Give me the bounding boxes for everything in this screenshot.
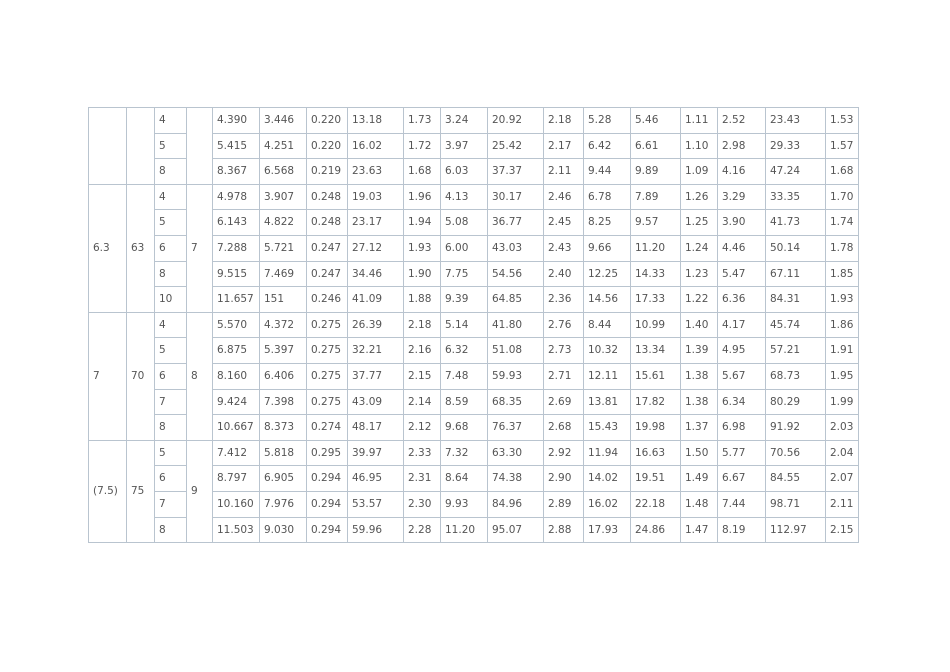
table-row [89, 312, 859, 338]
value-cell: 0.248 [307, 210, 348, 236]
value-cell: 17.82 [631, 389, 681, 415]
value-cell: 37.77 [348, 363, 404, 389]
value-cell: 4.95 [718, 338, 766, 364]
thickness-d-cell: 4 [155, 184, 187, 210]
angle-steel-data-table [88, 107, 859, 543]
value-cell: 1.10 [681, 133, 718, 159]
width-b-cell: 70 [127, 312, 155, 440]
value-cell: 151 [260, 287, 307, 313]
value-cell: 1.68 [404, 159, 441, 185]
value-cell: 5.415 [213, 133, 260, 159]
value-cell: 10.160 [213, 491, 260, 517]
value-cell: 45.74 [766, 312, 826, 338]
value-cell: 4.251 [260, 133, 307, 159]
value-cell: 0.275 [307, 312, 348, 338]
value-cell: 1.40 [681, 312, 718, 338]
value-cell: 10.32 [584, 338, 631, 364]
thickness-d-cell: 7 [155, 389, 187, 415]
value-cell: 8.797 [213, 466, 260, 492]
value-cell: 1.93 [826, 287, 859, 313]
value-cell: 1.38 [681, 389, 718, 415]
value-cell: 9.424 [213, 389, 260, 415]
value-cell: 9.030 [260, 517, 307, 543]
value-cell: 2.68 [544, 415, 584, 441]
value-cell: 13.18 [348, 108, 404, 134]
value-cell: 0.219 [307, 159, 348, 185]
value-cell: 91.92 [766, 415, 826, 441]
value-cell: 27.12 [348, 235, 404, 261]
value-cell: 6.875 [213, 338, 260, 364]
value-cell: 33.35 [766, 184, 826, 210]
value-cell: 1.37 [681, 415, 718, 441]
value-cell: 2.12 [404, 415, 441, 441]
value-cell: 2.18 [544, 108, 584, 134]
value-cell: 57.21 [766, 338, 826, 364]
thickness-d-cell: 7 [155, 491, 187, 517]
value-cell: 1.48 [681, 491, 718, 517]
value-cell: 2.11 [544, 159, 584, 185]
value-cell: 5.47 [718, 261, 766, 287]
table-row [89, 108, 859, 134]
value-cell: 14.33 [631, 261, 681, 287]
value-cell: 2.52 [718, 108, 766, 134]
value-cell: 3.90 [718, 210, 766, 236]
value-cell: 59.93 [488, 363, 544, 389]
value-cell: 5.08 [441, 210, 488, 236]
value-cell: 6.67 [718, 466, 766, 492]
value-cell: 54.56 [488, 261, 544, 287]
value-cell: 4.978 [213, 184, 260, 210]
value-cell: 7.44 [718, 491, 766, 517]
thickness-d-cell: 5 [155, 440, 187, 466]
value-cell: 0.247 [307, 261, 348, 287]
value-cell: 1.91 [826, 338, 859, 364]
grade-cell: (7.5) [89, 440, 127, 542]
value-cell: 7.976 [260, 491, 307, 517]
value-cell: 5.28 [584, 108, 631, 134]
value-cell: 6.61 [631, 133, 681, 159]
thickness-d-cell: 8 [155, 415, 187, 441]
value-cell: 6.32 [441, 338, 488, 364]
value-cell: 74.38 [488, 466, 544, 492]
value-cell: 2.30 [404, 491, 441, 517]
value-cell: 9.515 [213, 261, 260, 287]
value-cell: 1.50 [681, 440, 718, 466]
value-cell: 1.93 [404, 235, 441, 261]
value-cell: 30.17 [488, 184, 544, 210]
value-cell: 2.73 [544, 338, 584, 364]
value-cell: 2.46 [544, 184, 584, 210]
value-cell: 1.38 [681, 363, 718, 389]
value-cell: 0.220 [307, 108, 348, 134]
value-cell: 95.07 [488, 517, 544, 543]
value-cell: 1.72 [404, 133, 441, 159]
value-cell: 1.68 [826, 159, 859, 185]
value-cell: 1.90 [404, 261, 441, 287]
value-cell: 0.220 [307, 133, 348, 159]
value-cell: 11.20 [631, 235, 681, 261]
value-cell: 2.17 [544, 133, 584, 159]
value-cell: 11.94 [584, 440, 631, 466]
value-cell: 2.92 [544, 440, 584, 466]
value-cell: 2.28 [404, 517, 441, 543]
value-cell: 7.398 [260, 389, 307, 415]
value-cell: 2.18 [404, 312, 441, 338]
value-cell: 5.46 [631, 108, 681, 134]
value-cell: 0.275 [307, 338, 348, 364]
thickness-d-cell: 5 [155, 338, 187, 364]
value-cell: 59.96 [348, 517, 404, 543]
value-cell: 12.11 [584, 363, 631, 389]
value-cell: 6.406 [260, 363, 307, 389]
value-cell: 0.275 [307, 363, 348, 389]
value-cell: 6.03 [441, 159, 488, 185]
value-cell: 1.94 [404, 210, 441, 236]
value-cell: 1.47 [681, 517, 718, 543]
value-cell: 6.143 [213, 210, 260, 236]
thickness-d-cell: 5 [155, 133, 187, 159]
value-cell: 29.33 [766, 133, 826, 159]
value-cell: 9.57 [631, 210, 681, 236]
value-cell: 19.51 [631, 466, 681, 492]
value-cell: 2.11 [826, 491, 859, 517]
value-cell: 2.36 [544, 287, 584, 313]
value-cell: 5.570 [213, 312, 260, 338]
value-cell: 9.44 [584, 159, 631, 185]
value-cell: 1.57 [826, 133, 859, 159]
thickness-d-cell: 10 [155, 287, 187, 313]
thickness-d-cell: 6 [155, 363, 187, 389]
value-cell: 2.33 [404, 440, 441, 466]
value-cell: 2.89 [544, 491, 584, 517]
value-cell: 2.69 [544, 389, 584, 415]
value-cell: 64.85 [488, 287, 544, 313]
value-cell: 17.93 [584, 517, 631, 543]
value-cell: 6.905 [260, 466, 307, 492]
value-cell: 5.721 [260, 235, 307, 261]
value-cell: 1.96 [404, 184, 441, 210]
value-cell: 9.66 [584, 235, 631, 261]
value-cell: 0.274 [307, 415, 348, 441]
value-cell: 8.25 [584, 210, 631, 236]
radius-r-cell: 8 [187, 312, 213, 440]
value-cell: 0.247 [307, 235, 348, 261]
value-cell: 0.294 [307, 466, 348, 492]
value-cell: 2.15 [404, 363, 441, 389]
value-cell: 9.93 [441, 491, 488, 517]
value-cell: 4.46 [718, 235, 766, 261]
value-cell: 76.37 [488, 415, 544, 441]
value-cell: 5.397 [260, 338, 307, 364]
value-cell: 9.89 [631, 159, 681, 185]
value-cell: 22.18 [631, 491, 681, 517]
thickness-d-cell: 6 [155, 235, 187, 261]
value-cell: 4.390 [213, 108, 260, 134]
value-cell: 6.00 [441, 235, 488, 261]
value-cell: 1.73 [404, 108, 441, 134]
value-cell: 7.412 [213, 440, 260, 466]
radius-r-cell [187, 108, 213, 185]
value-cell: 80.29 [766, 389, 826, 415]
value-cell: 5.67 [718, 363, 766, 389]
value-cell: 7.469 [260, 261, 307, 287]
value-cell: 0.294 [307, 517, 348, 543]
thickness-d-cell: 4 [155, 108, 187, 134]
value-cell: 47.24 [766, 159, 826, 185]
value-cell: 0.275 [307, 389, 348, 415]
value-cell: 1.88 [404, 287, 441, 313]
value-cell: 67.11 [766, 261, 826, 287]
value-cell: 1.25 [681, 210, 718, 236]
value-cell: 3.29 [718, 184, 766, 210]
value-cell: 1.23 [681, 261, 718, 287]
value-cell: 2.15 [826, 517, 859, 543]
value-cell: 26.39 [348, 312, 404, 338]
value-cell: 6.36 [718, 287, 766, 313]
thickness-d-cell: 8 [155, 261, 187, 287]
width-b-cell: 75 [127, 440, 155, 542]
value-cell: 0.294 [307, 491, 348, 517]
value-cell: 9.39 [441, 287, 488, 313]
value-cell: 1.11 [681, 108, 718, 134]
value-cell: 3.446 [260, 108, 307, 134]
value-cell: 23.17 [348, 210, 404, 236]
value-cell: 7.32 [441, 440, 488, 466]
value-cell: 4.372 [260, 312, 307, 338]
width-b-cell: 63 [127, 184, 155, 312]
value-cell: 8.160 [213, 363, 260, 389]
value-cell: 14.56 [584, 287, 631, 313]
value-cell: 34.46 [348, 261, 404, 287]
value-cell: 13.81 [584, 389, 631, 415]
thickness-d-cell: 8 [155, 159, 187, 185]
value-cell: 50.14 [766, 235, 826, 261]
value-cell: 5.818 [260, 440, 307, 466]
value-cell: 15.43 [584, 415, 631, 441]
value-cell: 1.24 [681, 235, 718, 261]
value-cell: 1.99 [826, 389, 859, 415]
value-cell: 39.97 [348, 440, 404, 466]
value-cell: 2.04 [826, 440, 859, 466]
value-cell: 16.02 [584, 491, 631, 517]
value-cell: 2.71 [544, 363, 584, 389]
value-cell: 48.17 [348, 415, 404, 441]
value-cell: 3.907 [260, 184, 307, 210]
value-cell: 7.89 [631, 184, 681, 210]
value-cell: 6.568 [260, 159, 307, 185]
value-cell: 2.76 [544, 312, 584, 338]
value-cell: 14.02 [584, 466, 631, 492]
value-cell: 6.34 [718, 389, 766, 415]
value-cell: 12.25 [584, 261, 631, 287]
value-cell: 7.288 [213, 235, 260, 261]
value-cell: 112.97 [766, 517, 826, 543]
value-cell: 1.78 [826, 235, 859, 261]
value-cell: 6.78 [584, 184, 631, 210]
value-cell: 1.39 [681, 338, 718, 364]
value-cell: 1.85 [826, 261, 859, 287]
value-cell: 19.03 [348, 184, 404, 210]
value-cell: 8.19 [718, 517, 766, 543]
value-cell: 11.657 [213, 287, 260, 313]
value-cell: 70.56 [766, 440, 826, 466]
value-cell: 15.61 [631, 363, 681, 389]
value-cell: 8.59 [441, 389, 488, 415]
value-cell: 9.68 [441, 415, 488, 441]
value-cell: 0.295 [307, 440, 348, 466]
value-cell: 43.03 [488, 235, 544, 261]
value-cell: 84.96 [488, 491, 544, 517]
grade-cell: 6.3 [89, 184, 127, 312]
thickness-d-cell: 4 [155, 312, 187, 338]
value-cell: 19.98 [631, 415, 681, 441]
value-cell: 1.70 [826, 184, 859, 210]
value-cell: 36.77 [488, 210, 544, 236]
value-cell: 3.24 [441, 108, 488, 134]
value-cell: 1.53 [826, 108, 859, 134]
value-cell: 16.02 [348, 133, 404, 159]
value-cell: 1.74 [826, 210, 859, 236]
value-cell: 11.20 [441, 517, 488, 543]
value-cell: 5.77 [718, 440, 766, 466]
value-cell: 1.09 [681, 159, 718, 185]
value-cell: 43.09 [348, 389, 404, 415]
value-cell: 2.31 [404, 466, 441, 492]
value-cell: 41.09 [348, 287, 404, 313]
value-cell: 10.99 [631, 312, 681, 338]
value-cell: 4.13 [441, 184, 488, 210]
value-cell: 4.17 [718, 312, 766, 338]
value-cell: 37.37 [488, 159, 544, 185]
value-cell: 51.08 [488, 338, 544, 364]
thickness-d-cell: 5 [155, 210, 187, 236]
value-cell: 6.98 [718, 415, 766, 441]
value-cell: 6.42 [584, 133, 631, 159]
value-cell: 84.55 [766, 466, 826, 492]
table-row [89, 184, 859, 210]
value-cell: 23.63 [348, 159, 404, 185]
value-cell: 0.246 [307, 287, 348, 313]
value-cell: 2.14 [404, 389, 441, 415]
value-cell: 2.45 [544, 210, 584, 236]
value-cell: 25.42 [488, 133, 544, 159]
value-cell: 46.95 [348, 466, 404, 492]
value-cell: 24.86 [631, 517, 681, 543]
value-cell: 23.43 [766, 108, 826, 134]
value-cell: 7.48 [441, 363, 488, 389]
value-cell: 2.07 [826, 466, 859, 492]
value-cell: 20.92 [488, 108, 544, 134]
value-cell: 8.367 [213, 159, 260, 185]
value-cell: 2.90 [544, 466, 584, 492]
value-cell: 63.30 [488, 440, 544, 466]
value-cell: 68.35 [488, 389, 544, 415]
value-cell: 1.86 [826, 312, 859, 338]
value-cell: 1.26 [681, 184, 718, 210]
radius-r-cell: 9 [187, 440, 213, 542]
value-cell: 17.33 [631, 287, 681, 313]
value-cell: 13.34 [631, 338, 681, 364]
angle-steel-table-wrapper [88, 107, 859, 543]
value-cell: 2.40 [544, 261, 584, 287]
value-cell: 10.667 [213, 415, 260, 441]
value-cell: 98.71 [766, 491, 826, 517]
thickness-d-cell: 6 [155, 466, 187, 492]
value-cell: 41.80 [488, 312, 544, 338]
radius-r-cell: 7 [187, 184, 213, 312]
value-cell: 2.03 [826, 415, 859, 441]
value-cell: 8.373 [260, 415, 307, 441]
value-cell: 2.16 [404, 338, 441, 364]
value-cell: 4.822 [260, 210, 307, 236]
value-cell: 2.88 [544, 517, 584, 543]
value-cell: 2.43 [544, 235, 584, 261]
value-cell: 11.503 [213, 517, 260, 543]
value-cell: 1.22 [681, 287, 718, 313]
value-cell: 3.97 [441, 133, 488, 159]
value-cell: 1.49 [681, 466, 718, 492]
value-cell: 1.95 [826, 363, 859, 389]
value-cell: 8.44 [584, 312, 631, 338]
thickness-d-cell: 8 [155, 517, 187, 543]
value-cell: 84.31 [766, 287, 826, 313]
value-cell: 2.98 [718, 133, 766, 159]
value-cell: 0.248 [307, 184, 348, 210]
value-cell: 8.64 [441, 466, 488, 492]
value-cell: 53.57 [348, 491, 404, 517]
value-cell: 4.16 [718, 159, 766, 185]
value-cell: 68.73 [766, 363, 826, 389]
grade-cell: 7 [89, 312, 127, 440]
value-cell: 7.75 [441, 261, 488, 287]
grade-cell [89, 108, 127, 185]
value-cell: 16.63 [631, 440, 681, 466]
width-b-cell [127, 108, 155, 185]
value-cell: 5.14 [441, 312, 488, 338]
table-row [89, 440, 859, 466]
value-cell: 41.73 [766, 210, 826, 236]
value-cell: 32.21 [348, 338, 404, 364]
